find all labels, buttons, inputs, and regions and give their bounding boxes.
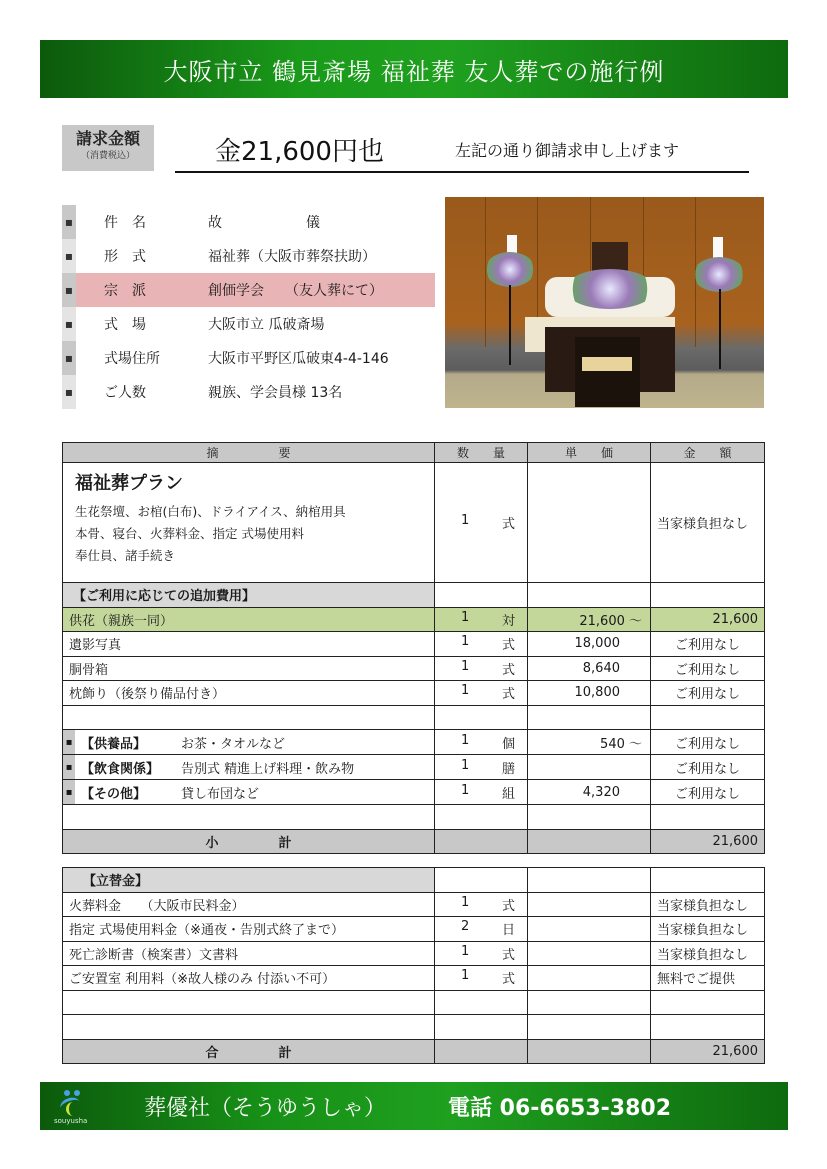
info-row-subject [62,205,435,239]
empty-cell [435,583,528,608]
flower-stand [719,289,721,369]
info-value: 親族、学会員様 13名 [208,385,343,401]
item-description: 火葬料金 （大阪市民料金） [63,892,435,917]
qty-unit: 対 [501,613,515,629]
empty-cell [651,1015,765,1040]
empty-cell [528,1015,651,1040]
empty-cell [435,1039,528,1064]
qty-unit: 式 [501,662,515,678]
empty-cell [528,829,651,854]
item-description: 枕飾り（後祭り備品付き） [63,681,435,706]
item-amount: ご利用なし [651,656,765,681]
qty-unit: 日 [501,923,515,939]
amount-underline [175,171,749,173]
empty-cell [435,868,528,893]
item-description: 遺影写真 [63,632,435,657]
tax-note: （消費税込） [80,151,135,161]
item-description [63,730,435,755]
qty-unit: 式 [501,517,515,532]
chair [575,337,640,407]
subtotal-label: 小計 [63,829,435,854]
empty-cell [63,705,435,730]
item-quantity [435,892,528,917]
table-row [63,780,765,805]
col-header-unit-price: 単 価 [528,443,651,463]
table-row [63,730,765,755]
empty-row [63,990,765,1015]
item-tag: 【飲食関係】 [81,761,160,777]
company-logo-icon [40,1082,104,1130]
table-row [63,941,765,966]
empty-cell [528,805,651,830]
empty-cell [435,990,528,1015]
item-quantity [435,941,528,966]
empty-cell [651,805,765,830]
item-quantity [435,755,528,780]
qty-unit: 式 [501,687,515,703]
qty-value: 1 [461,683,470,699]
billing-label: 請求金額 [75,129,140,148]
item-quantity [435,966,528,991]
item-amount: ご利用なし [651,632,765,657]
qty-unit: 式 [501,638,515,654]
title-banner [40,40,788,98]
qty-unit: 膳 [501,761,515,777]
item-amount: 21,600 [651,607,765,632]
item-quantity [435,917,528,942]
cost-table [62,442,765,854]
info-value: 創価学会 （友人葬にて） [180,273,435,307]
qty-value: 1 [461,732,470,748]
item-price [528,917,651,942]
item-price: 10,800 [528,681,651,706]
qty-unit: 組 [501,786,515,802]
info-label: 件 名 [104,215,146,231]
item-quantity [435,607,528,632]
empty-cell [435,1015,528,1040]
empty-cell [651,990,765,1015]
qty-value: 2 [461,919,470,935]
plan-description [63,463,435,583]
empty-cell [651,868,765,893]
info-label: ご人数 [104,385,146,401]
table-row [63,755,765,780]
info-row-religion [62,273,435,307]
item-amount: ご利用なし [651,755,765,780]
bullet-icon: ▪ [62,273,76,307]
bullet-icon: ▪ [62,341,76,375]
qty-value: 1 [461,894,470,910]
empty-cell [528,705,651,730]
table-row [63,656,765,681]
page-title: 大阪市立 鶴見斎場 福祉葬 友人葬での施行例 [163,57,665,86]
info-row-attendees [62,375,435,409]
footer-banner [40,1082,788,1130]
plan-title: 福祉葬プラン [75,473,183,494]
item-price: 4,320 [528,780,651,805]
empty-cell [435,805,528,830]
table-row [63,607,765,632]
qty-value: 1 [461,513,470,528]
info-label: 式 場 [104,317,146,333]
logo-text: souyusha [54,1117,88,1125]
info-value: 福祉葬（大阪市葬祭扶助） [208,249,376,265]
subtotal-row [63,829,765,854]
plan-line: 本骨、寝台、火葬料金、指定 式場使用料 [75,526,304,541]
info-value: 大阪市平野区瓜破東4-4-146 [208,351,389,367]
table-header-row [63,443,765,463]
empty-cell [528,990,651,1015]
empty-cell [651,705,765,730]
qty-value: 1 [461,782,470,798]
col-header-quantity: 数 量 [435,443,528,463]
total-row [63,1039,765,1064]
plan-price [528,463,651,583]
bullet-icon: ▪ [62,307,76,341]
chair-seat [582,357,632,371]
empty-cell [63,990,435,1015]
item-description [63,755,435,780]
info-label: 形 式 [104,249,146,265]
plan-row [63,463,765,583]
company-name: 葬優社（そうゆうしゃ） [144,1095,387,1121]
empty-cell [435,829,528,854]
logo-dot [74,1090,80,1096]
empty-cell [63,1015,435,1040]
item-quantity [435,632,528,657]
table-row [63,632,765,657]
item-amount: ご利用なし [651,681,765,706]
empty-cell [528,1039,651,1064]
table-row [63,892,765,917]
info-row-address [62,341,435,375]
empty-row [63,1015,765,1040]
item-amount: 当家様負担なし [651,892,765,917]
altar-flowers [565,269,655,309]
item-description: 指定 式場使用料金（※通夜・告別式終了まで） [63,917,435,942]
item-price [528,892,651,917]
empty-cell [63,805,435,830]
subtotal-value: 21,600 [651,829,765,854]
item-tag-desc: 貸し布団など [181,786,260,802]
item-description: 死亡診断書（検案書）文書料 [63,941,435,966]
advance-payment-table [62,867,765,1064]
col-header-description: 摘 要 [63,443,435,463]
info-list [62,205,435,409]
section-title: 【ご利用に応じての追加費用】 [63,583,435,608]
item-amount: ご利用なし [651,730,765,755]
item-description [63,780,435,805]
qty-unit: 式 [501,947,515,963]
empty-row [63,805,765,830]
qty-value: 1 [461,943,470,959]
item-price [528,966,651,991]
empty-cell [528,868,651,893]
billing-amount: 金21,600円也 [215,137,384,167]
logo-arc [66,1102,80,1116]
item-tag: 【その他】 [81,786,147,802]
item-quantity [435,681,528,706]
qty-unit: 式 [501,898,515,914]
bullet-icon: ▪ [63,780,75,804]
phone-number[interactable]: 電話 06-6653-3802 [448,1095,672,1121]
bullet-icon: ▪ [62,239,76,273]
item-tag: 【供養品】 [81,736,147,752]
item-amount: 当家様負担なし [651,917,765,942]
qty-value: 1 [461,634,470,650]
qty-unit: 個 [501,736,515,752]
item-description: 胴骨箱 [63,656,435,681]
table-row [63,917,765,942]
empty-cell [435,705,528,730]
plan-line: 奉仕員、諸手続き [75,548,176,563]
item-quantity [435,780,528,805]
plan-line: 生花祭壇、お棺(白布)、ドライアイス、納棺用具 [75,504,346,519]
table-row [63,966,765,991]
info-value: 故 儀 [208,215,320,231]
item-quantity [435,656,528,681]
empty-cell [651,583,765,608]
info-label: 式場住所 [104,351,160,367]
logo-dot [64,1090,70,1096]
funeral-altar-photo [445,197,764,408]
item-price: 540 ～ [528,730,651,755]
bullet-icon: ▪ [63,730,75,754]
qty-value: 1 [461,968,470,984]
qty-value: 1 [461,609,470,625]
item-amount: 無料でご提供 [651,966,765,991]
flower-stand [509,285,511,365]
name-sign [713,237,723,259]
item-price: 18,000 [528,632,651,657]
section-header-row [63,583,765,608]
plan-quantity [435,463,528,583]
item-tag-desc: 告別式 精進上げ料理・飲み物 [181,761,355,777]
item-description: ご安置室 利用料（※故人様のみ 付添い不可） [63,966,435,991]
bullet-icon: ▪ [62,375,76,409]
item-price: 21,600 ～ [528,607,651,632]
item-price: 8,640 [528,656,651,681]
bullet-icon: ▪ [63,755,75,779]
total-label: 合計 [63,1039,435,1064]
empty-row [63,705,765,730]
qty-unit: 式 [501,972,515,988]
total-value: 21,600 [651,1039,765,1064]
item-price [528,755,651,780]
item-tag-desc: お茶・タオルなど [181,736,286,752]
item-amount: 当家様負担なし [651,941,765,966]
plan-amount: 当家様負担なし [651,463,765,583]
empty-cell [528,583,651,608]
section-title: 【立替金】 [63,868,435,893]
info-row-venue [62,307,435,341]
item-description: 供花（親族一同） [63,607,435,632]
qty-value: 1 [461,658,470,674]
standing-flowers-right [693,257,745,292]
col-header-amount: 金 額 [651,443,765,463]
billing-label-box [62,125,154,171]
item-quantity [435,730,528,755]
standing-flowers-left [485,252,535,287]
info-row-format [62,239,435,273]
table-row [63,681,765,706]
qty-value: 1 [461,757,470,773]
billing-note: 左記の通り御請求申し上げます [455,141,680,160]
bullet-icon: ▪ [62,205,76,239]
info-value: 大阪市立 瓜破斎場 [208,317,325,333]
item-amount: ご利用なし [651,780,765,805]
info-label: 宗 派 [76,273,180,307]
section-header-row [63,868,765,893]
item-price [528,941,651,966]
